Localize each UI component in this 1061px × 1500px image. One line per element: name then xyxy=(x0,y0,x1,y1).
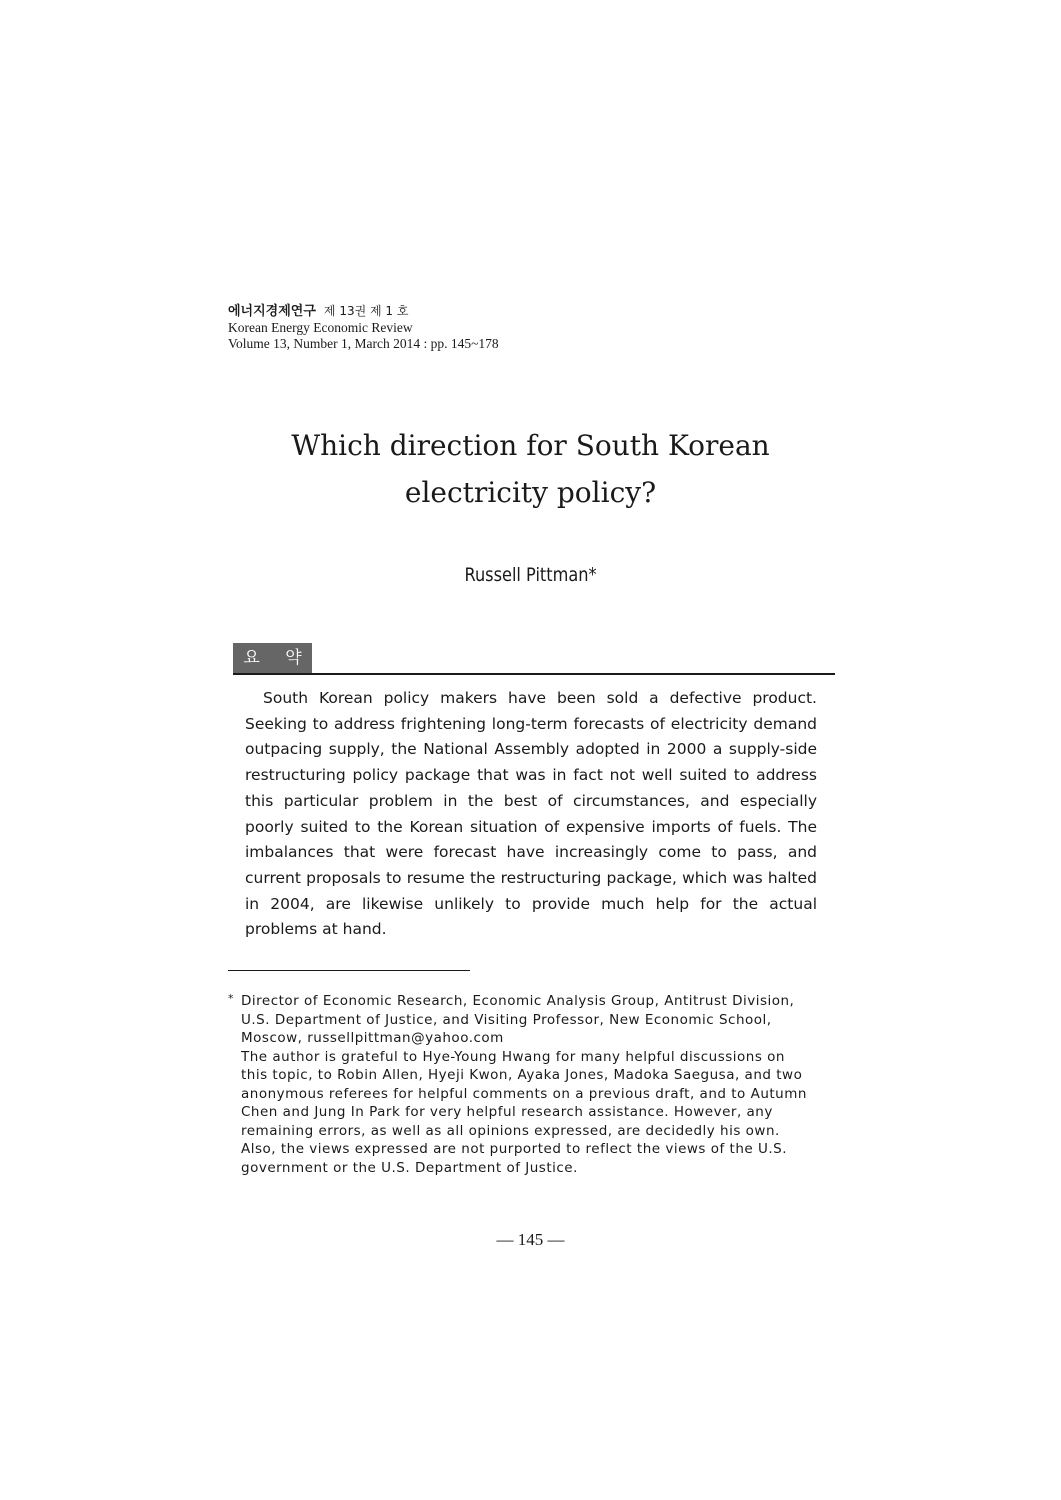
journal-korean-line xyxy=(228,303,499,320)
journal-korean-issue: 제 13권 제 1 호 xyxy=(323,304,409,318)
footnote xyxy=(228,992,813,1177)
article-title-line-1: Which direction for South Korean xyxy=(291,429,770,462)
footnote-acknowledgement: The author is grateful to Hye-Young Hwang for many helpful discussions on this topic, to Robin Allen, Hyeji Kwon, Ayaka Jones, Madoka Saegusa, and two anonymous referees for helpful comments on a previous draft, and to Autumn Chen and Jung In Park for very helpful research assistance. However, any remaining errors, as well as all opinions expressed, are decidedly his own. Also, the views expressed are not purported to reflect the views of the U.S. government or the U.S. Department of Justice. xyxy=(241,1048,807,1176)
footnote-marker: * xyxy=(228,992,234,1005)
article-title-line-2: electricity policy? xyxy=(404,476,657,509)
abstract-label: 요 약 xyxy=(233,643,312,674)
footnote-rule xyxy=(228,970,470,971)
article-title xyxy=(0,422,1061,516)
journal-header xyxy=(228,303,499,352)
abstract-text: South Korean policy makers have been sold a defective product. Seeking to address frightening long-term forecasts of electricity demand outpacing supply, the National Assembly adopted in 2000 a supply-side restructuring policy package that was in fact not well suited to address this particular problem in the best of circumstances, and especially poorly suited to the Korean situation of expensive imports of fuels. The imbalances that were forecast have increasingly come to pass, and current proposals to resume the restructuring package, which was halted in 2004, are likewise unlikely to provide much help for the actual problems at hand. xyxy=(245,689,817,939)
journal-korean-title: 에너지경제연구 xyxy=(228,304,316,319)
journal-volume-line: Volume 13, Number 1, March 2014 : pp. 145~178 xyxy=(228,336,499,351)
abstract-rule xyxy=(233,673,835,675)
article-author: Russell Pittman* xyxy=(464,564,597,586)
page-number: — 145 — xyxy=(496,1230,565,1249)
journal-english-title: Korean Energy Economic Review xyxy=(228,320,413,335)
footnote-affiliation: Director of Economic Research, Economic Analysis Group, Antitrust Division, U.S. Department of Justice, and Visiting Professor, New Economic School, Moscow, russellpittman@yahoo.com xyxy=(241,993,795,1046)
footnote-body xyxy=(241,992,813,1177)
